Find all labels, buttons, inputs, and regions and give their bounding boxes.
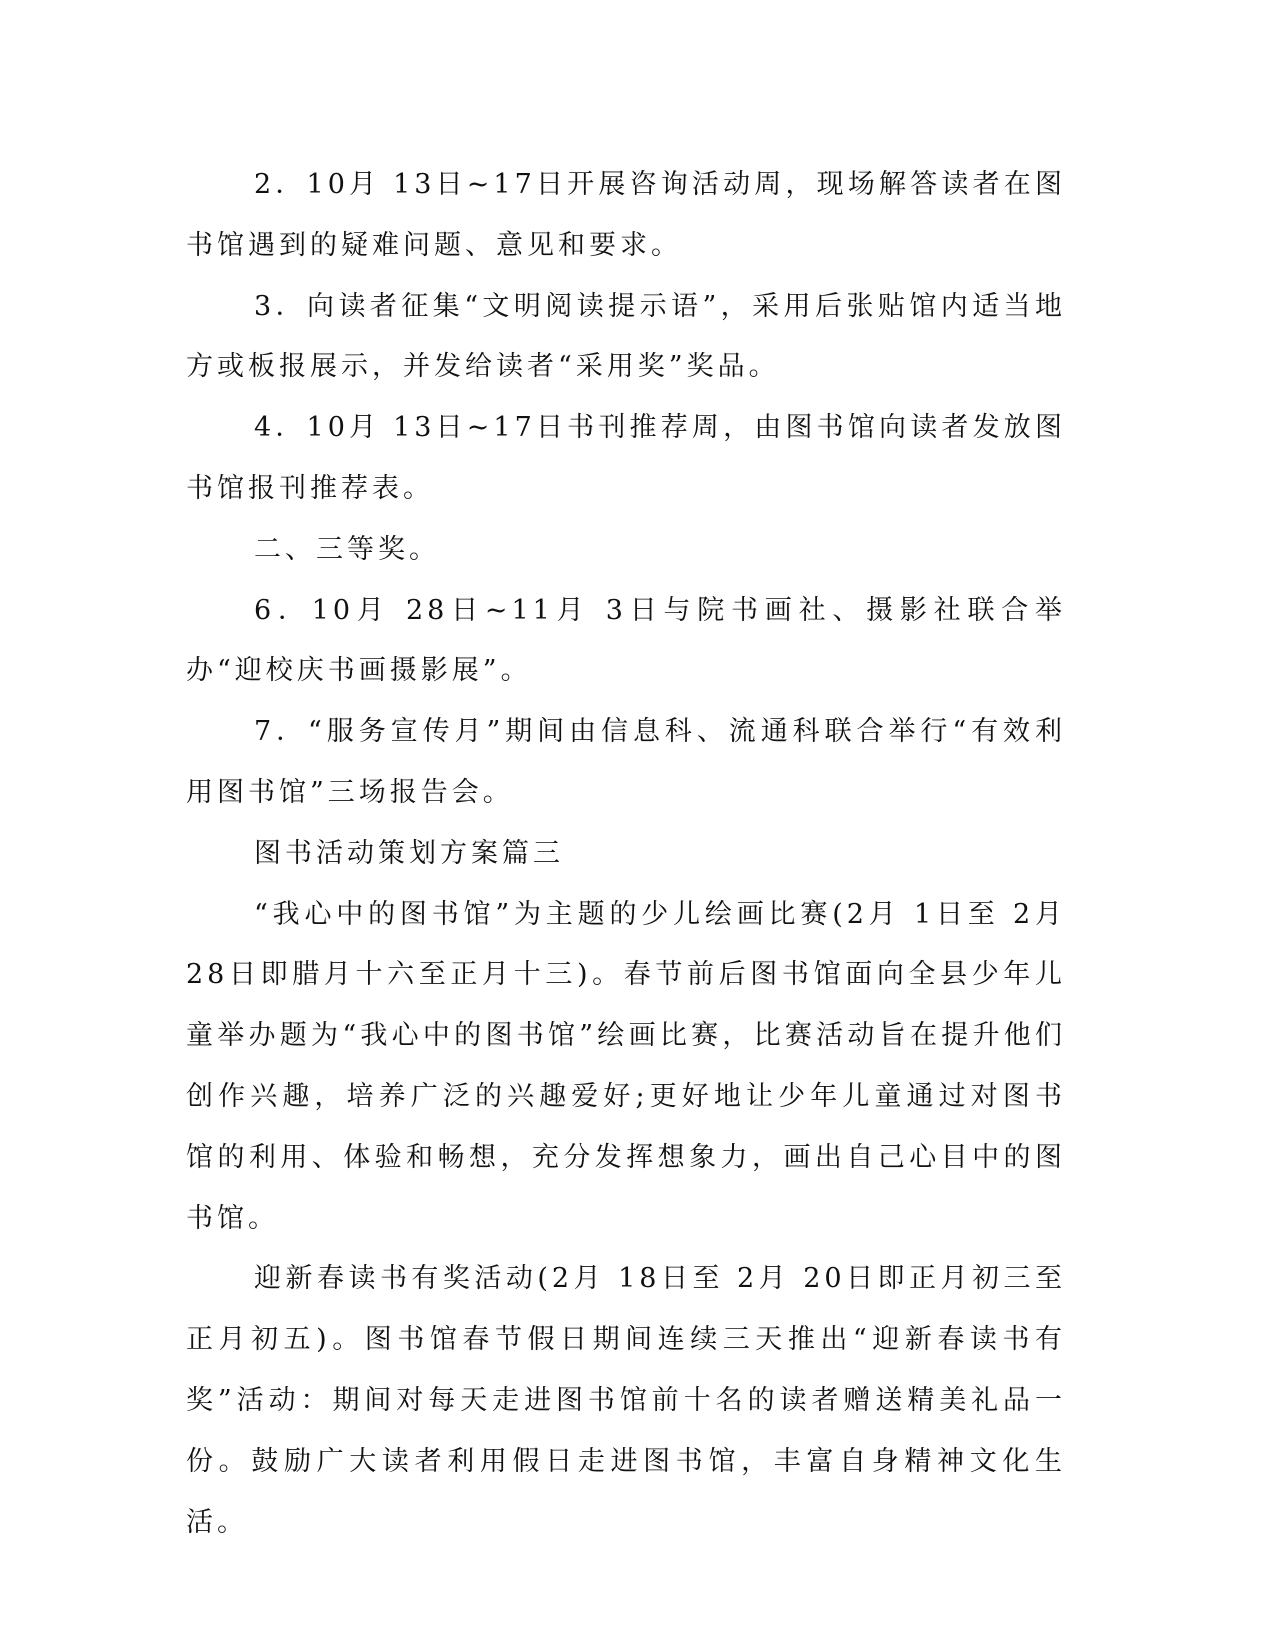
paragraph-item-4: 4．10月 13日~17日书刊推荐周，由图书馆向读者发放图书馆报刊推荐表。: [186, 412, 1066, 504]
paragraph-awards-note: 二、三等奖。: [254, 533, 440, 565]
document-body: [186, 155, 1066, 1553]
section-heading: 图书活动策划方案篇三: [254, 837, 564, 869]
paragraph-new-year-reading: 迎新春读书有奖活动(2月 18日至 2月 20日即正月初三至正月初五)。图书馆春节假日期间连续三天推出“迎新春读书有奖”活动：期间对每天走进图书馆前十名的读者赠送精美礼品一份。鼓励广大读者利用假日走进图书馆，丰富自身精神文化生活。: [186, 1263, 1066, 1538]
paragraph-painting-contest: “我心中的图书馆”为主题的少儿绘画比赛(2月 1日至 2月 28日即腊月十六至正月十三)。春节前后图书馆面向全县少年儿童举办题为“我心中的图书馆”绘画比赛，比赛活动旨在提升他们创作兴趣，培养广泛的兴趣爱好;更好地让少年儿童通过对图书馆的利用、体验和畅想，充分发挥想象力，画出自己心目中的图书馆。: [186, 898, 1066, 1234]
paragraph-item-3: 3．向读者征集“文明阅读提示语”，采用后张贴馆内适当地方或板报展示，并发给读者“采用奖”奖品。: [186, 290, 1066, 383]
paragraph-item-7: 7．“服务宣传月”期间由信息科、流通科联合举行“有效利用图书馆”三场报告会。: [186, 716, 1066, 808]
paragraph-item-2: 2．10月 13日~17日开展咨询活动周，现场解答读者在图书馆遇到的疑难问题、意见和要求。: [186, 169, 1066, 261]
paragraph-item-6: 6．10月 28日~11月 3日与院书画社、摄影社联合举办“迎校庆书画摄影展”。: [186, 594, 1066, 687]
